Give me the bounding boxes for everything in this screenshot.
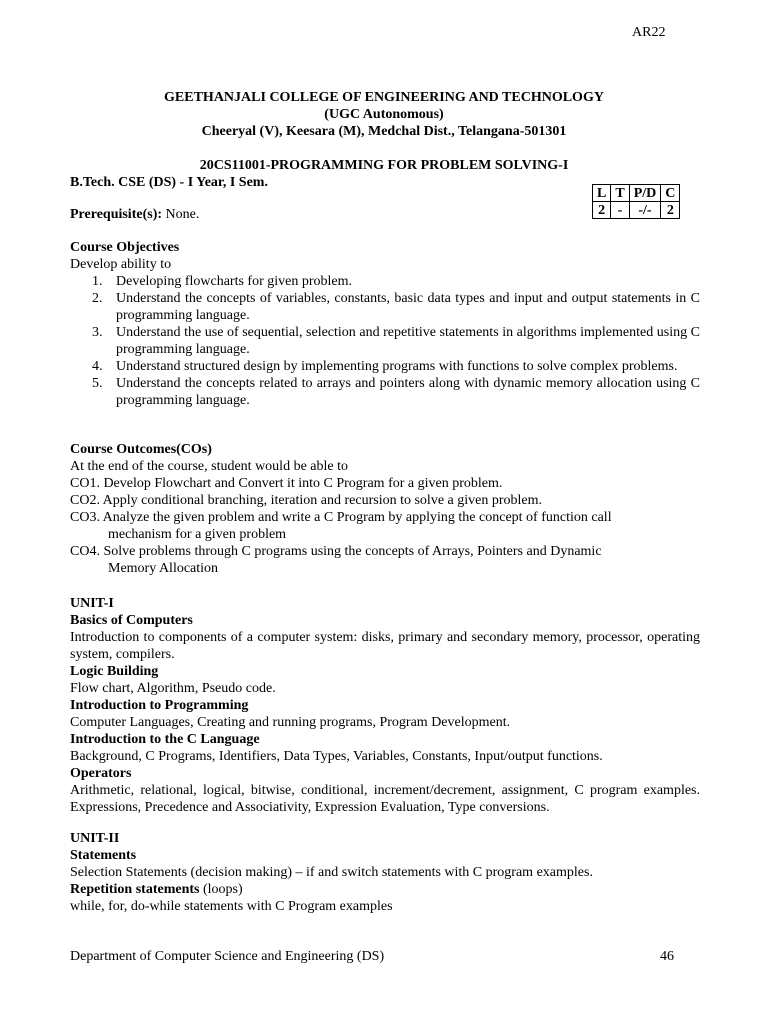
section-heading: Introduction to Programming bbox=[70, 698, 249, 713]
college-status: (UGC Autonomous) bbox=[324, 107, 444, 122]
ltpc-header-l: L bbox=[593, 185, 611, 202]
section-heading: Logic Building bbox=[70, 664, 159, 679]
list-item bbox=[92, 358, 700, 375]
prerequisite-label: Prerequisite(s): bbox=[70, 207, 163, 222]
prerequisite-value: None. bbox=[165, 207, 200, 222]
outcomes-intro: At the end of the course, student would be able to bbox=[70, 459, 348, 474]
list-number: 4. bbox=[92, 359, 103, 374]
list-item: CO3. Analyze the given problem and write a C Program by applying the concept of function call bbox=[70, 510, 612, 525]
list-item bbox=[92, 273, 700, 290]
unit-1 bbox=[70, 595, 700, 816]
ltpc-value-c: 2 bbox=[661, 202, 680, 219]
section-heading: Repetition statements bbox=[70, 882, 200, 897]
list-number: 5. bbox=[92, 376, 103, 391]
list-text: Developing flowcharts for given problem. bbox=[116, 274, 352, 289]
unit-title: UNIT-I bbox=[70, 596, 114, 611]
ltpc-header-c: C bbox=[661, 185, 680, 202]
prerequisite bbox=[70, 206, 199, 223]
ltpc-table bbox=[592, 184, 680, 219]
list-number: 1. bbox=[92, 274, 103, 289]
list-text: Understand the use of sequential, selection and repetitive statements in algorithms implemented using C programming language. bbox=[116, 325, 700, 357]
ltpc-value-t: - bbox=[611, 202, 629, 219]
section-text: Selection Statements (decision making) – if and switch statements with C program examples. bbox=[70, 865, 593, 880]
list-text: Understand the concepts of variables, constants, basic data types and input and output statements in C programming language. bbox=[116, 291, 700, 323]
ltpc-header-t: T bbox=[611, 185, 629, 202]
objectives-heading: Course Objectives bbox=[70, 240, 180, 255]
section-text: Arithmetic, relational, logical, bitwise, conditional, increment/decrement, assignment, C program examples. Expressions, Precedence and Associativity, Expression Evaluation, Type conversions. bbox=[70, 783, 700, 815]
section-text: while, for, do-while statements with C Program examples bbox=[70, 899, 393, 914]
section-text: Introduction to components of a computer system: disks, primary and secondary memory, processor, operating system, compilers. bbox=[70, 630, 700, 662]
college-name: GEETHANJALI COLLEGE OF ENGINEERING AND TECHNOLOGY bbox=[164, 90, 604, 105]
section-heading-line bbox=[70, 881, 700, 898]
list-item: CO1. Develop Flowchart and Convert it into C Program for a given problem. bbox=[70, 476, 503, 491]
objectives-list bbox=[70, 273, 700, 409]
list-item-continuation: mechanism for a given problem bbox=[108, 527, 287, 542]
page-number: 46 bbox=[660, 949, 674, 964]
list-item bbox=[92, 324, 700, 358]
course-title: 20CS11001-PROGRAMMING FOR PROBLEM SOLVING-I bbox=[199, 158, 569, 173]
section-text: Background, C Programs, Identifiers, Data Types, Variables, Constants, Input/output functions. bbox=[70, 749, 603, 764]
objectives-intro: Develop ability to bbox=[70, 257, 172, 272]
section-heading-suffix: (loops) bbox=[199, 882, 243, 897]
outcomes-list bbox=[70, 458, 700, 577]
list-item: CO4. Solve problems through C programs using the concepts of Arrays, Pointers and Dynamic bbox=[70, 544, 602, 559]
course-program: B.Tech. CSE (DS) - I Year, I Sem. bbox=[70, 175, 268, 190]
section-text: Flow chart, Algorithm, Pseudo code. bbox=[70, 681, 276, 696]
regulation-code: AR22 bbox=[632, 25, 666, 40]
ltpc-value-pd: -/- bbox=[629, 202, 661, 219]
list-text: Understand structured design by implementing programs with functions to solve complex problems. bbox=[116, 359, 678, 374]
list-text: Understand the concepts related to arrays and pointers along with dynamic memory allocation using C programming language. bbox=[116, 376, 700, 408]
list-item-continuation: Memory Allocation bbox=[108, 561, 219, 576]
section-text: Computer Languages, Creating and running programs, Program Development. bbox=[70, 715, 511, 730]
list-number: 3. bbox=[92, 325, 103, 340]
list-item bbox=[92, 290, 700, 324]
list-item: CO2. Apply conditional branching, iteration and recursion to solve a given problem. bbox=[70, 493, 543, 508]
outcomes-heading: Course Outcomes(COs) bbox=[70, 442, 212, 457]
section-heading: Statements bbox=[70, 848, 137, 863]
footer-department: Department of Computer Science and Engineering (DS) bbox=[70, 949, 385, 964]
section-heading: Basics of Computers bbox=[70, 613, 193, 628]
ltpc-value-l: 2 bbox=[593, 202, 611, 219]
unit-2 bbox=[70, 830, 700, 915]
college-address: Cheeryal (V), Keesara (M), Medchal Dist., Telangana-501301 bbox=[201, 124, 567, 139]
unit-title: UNIT-II bbox=[70, 831, 120, 846]
section-heading: Operators bbox=[70, 766, 132, 781]
list-number: 2. bbox=[92, 291, 103, 306]
section-heading: Introduction to the C Language bbox=[70, 732, 260, 747]
list-item bbox=[92, 375, 700, 409]
ltpc-header-pd: P/D bbox=[629, 185, 661, 202]
